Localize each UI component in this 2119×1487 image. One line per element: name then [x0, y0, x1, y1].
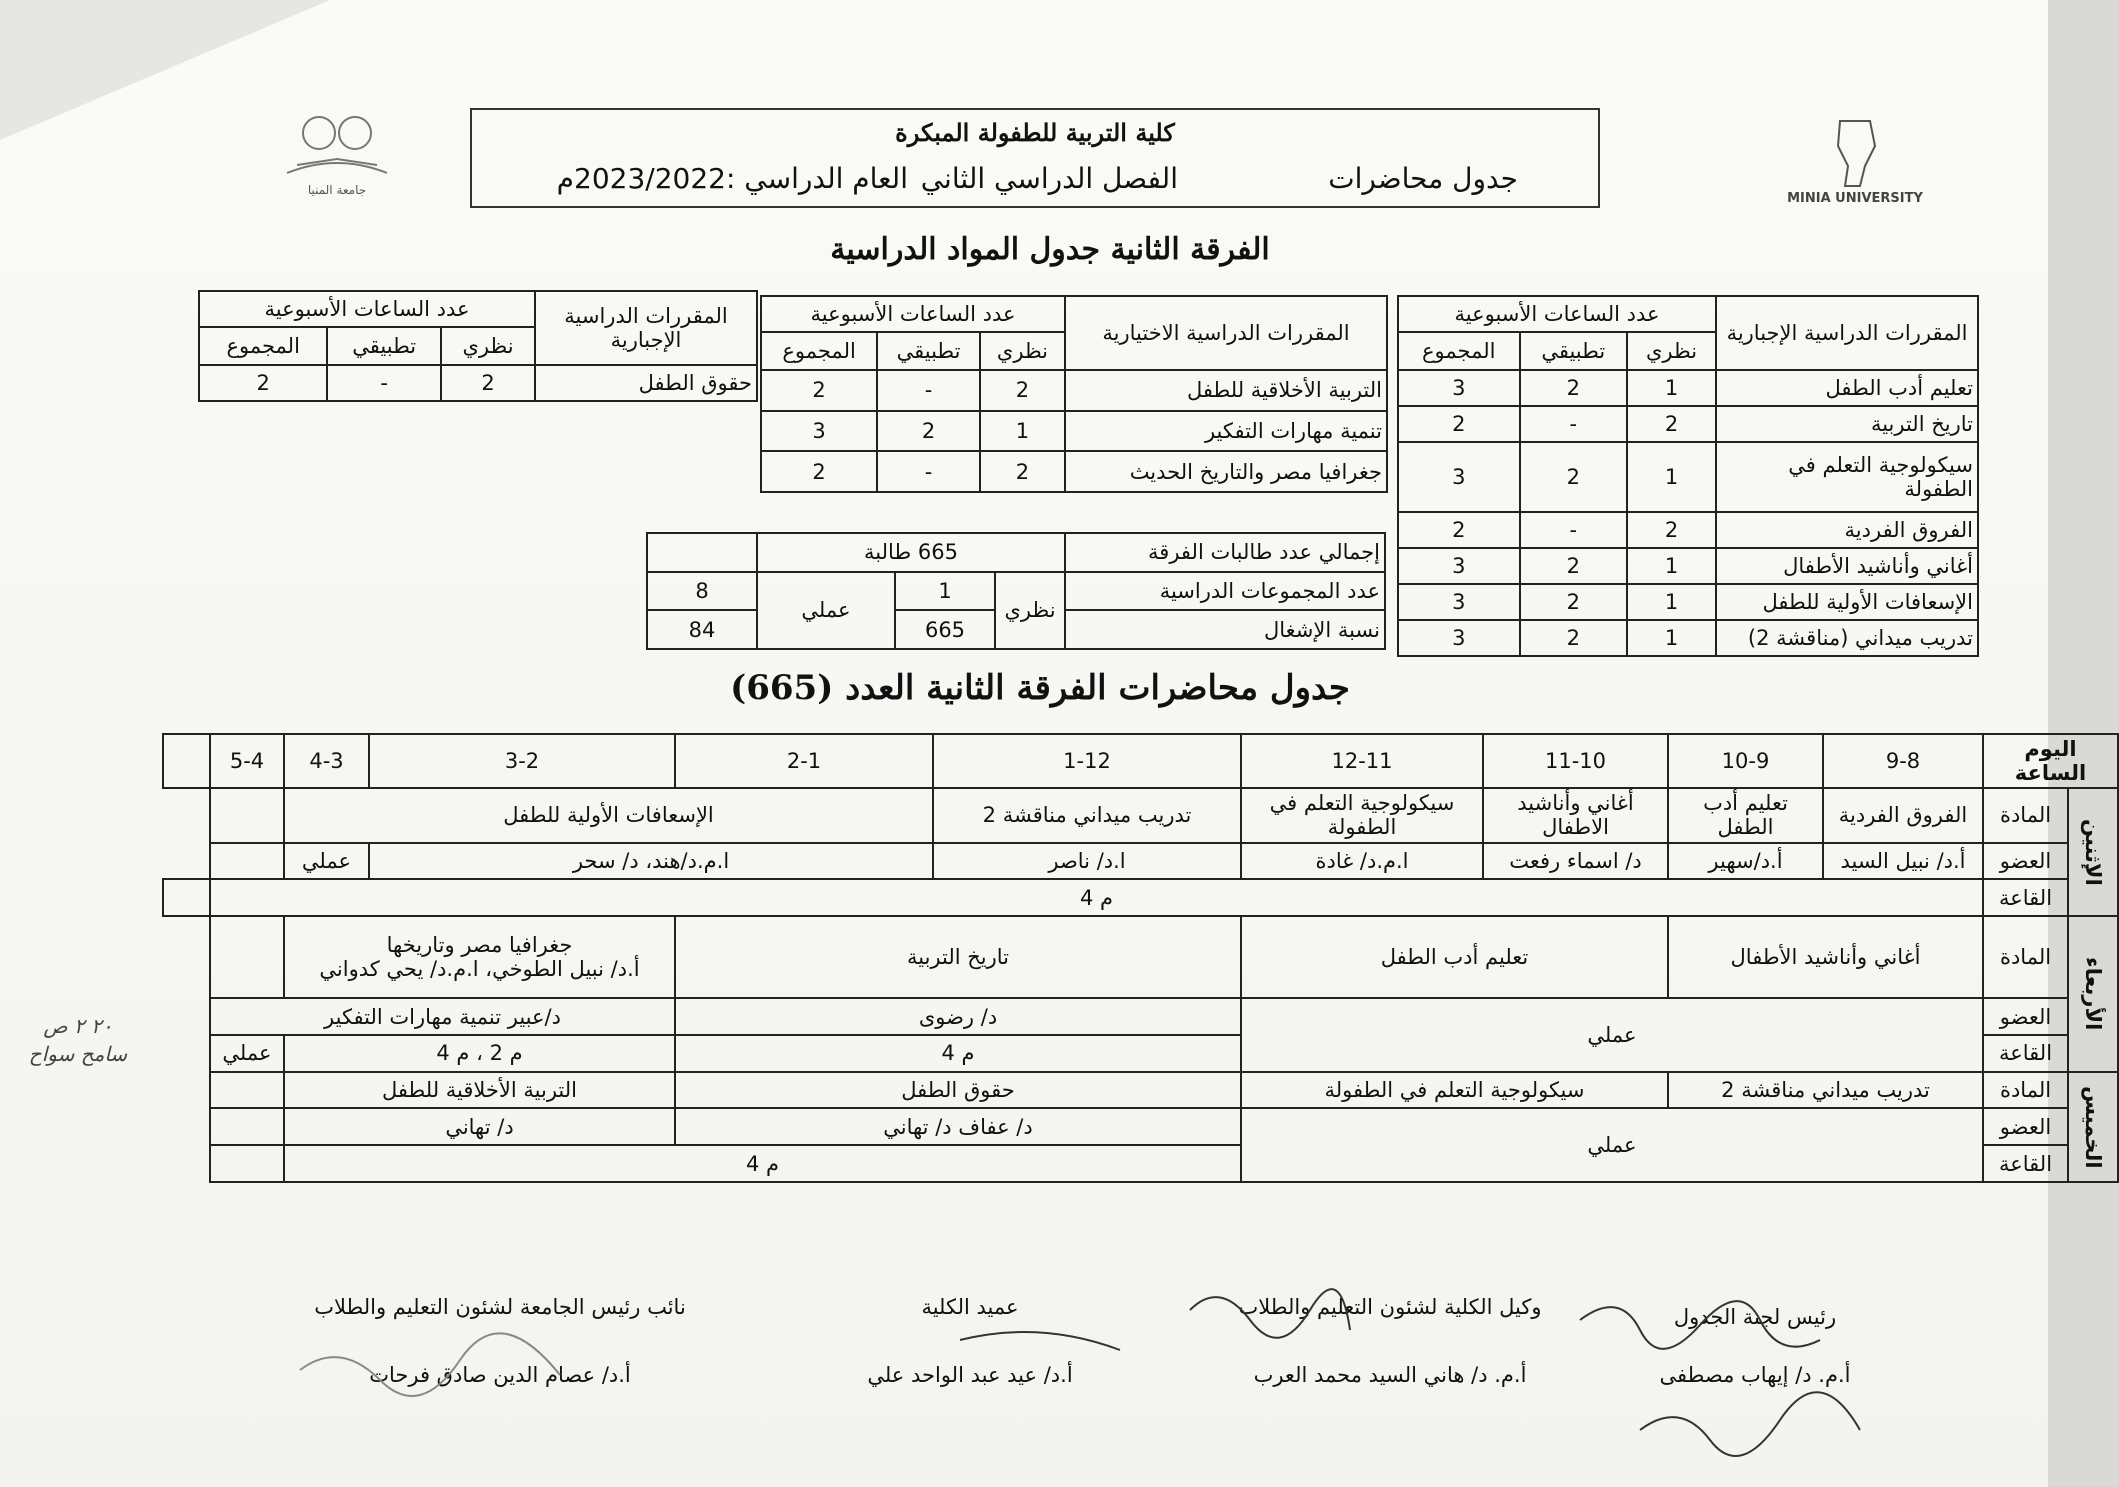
m2-col-practical-header: تطبيقي	[327, 327, 441, 365]
m2-col-theory-header: نظري	[441, 327, 535, 365]
table-row: تعليم أدب الطفل 1 2 3	[1398, 370, 1978, 406]
college-logo	[262, 92, 412, 207]
elective-col-practical-header: تطبيقي	[877, 332, 980, 370]
day-thursday: الخميس	[2068, 1072, 2118, 1182]
thursday-subject-row: الخميس المادة تدريب ميداني مناقشة 2 سيكولوجية التعلم في الطفولة حقوق الطفل التربية الأخلاقية للطفل	[163, 1072, 2118, 1109]
signature-vice-president: نائب رئيس الجامعة لشئون التعليم والطلاب أ.د/ عصام الدين صادق فرحات	[314, 1295, 686, 1387]
total-students-value: 665 طالبة	[757, 533, 1065, 572]
table-row: تنمية مهارات التفكير 1 2 3	[761, 411, 1387, 452]
groups-label: عدد المجموعات الدراسية	[1065, 572, 1385, 611]
table-row: التربية الأخلاقية للطفل 2 - 2	[761, 370, 1387, 411]
time-slot: 5-4	[210, 734, 284, 788]
table-row: حقوق الطفل 2 - 2	[199, 365, 757, 401]
time-slot: 4-3	[284, 734, 369, 788]
schedule-title: جدول محاضرات الفرقة الثانية العدد (665)	[730, 668, 1350, 708]
occupancy-label: نسبة الإشغال	[1065, 610, 1385, 649]
col-practical-header: تطبيقي	[1520, 332, 1628, 370]
theory-label: نظري	[995, 572, 1065, 649]
time-slot: 10-9	[1668, 734, 1823, 788]
schedule-label: جدول محاضرات	[1328, 162, 1518, 195]
elective-col-theory-header: نظري	[980, 332, 1065, 370]
practical-groups: 8	[647, 572, 757, 611]
thursday-hall-row: القاعة م 4	[163, 1145, 2118, 1182]
theory-occupancy: 665	[895, 610, 995, 649]
m2-col-total-header: المجموع	[199, 327, 327, 365]
handwritten-signature-marks	[260, 1280, 2010, 1470]
table-row: تاريخ التربية 2 - 2	[1398, 406, 1978, 442]
practical-label: عملي	[757, 572, 895, 649]
elective-courses-table	[760, 295, 1388, 493]
m2-col-course-header: المقررات الدراسية الإجبارية	[535, 291, 757, 365]
semester: الفصل الدراسي الثاني	[920, 162, 1178, 195]
time-slot: 12-11	[1241, 734, 1483, 788]
time-slot: 1-12	[933, 734, 1241, 788]
thursday-member-row: العضو عملي د/ عفاف د/ تهاني د/ تهاني	[163, 1108, 2118, 1145]
margin-note: ٢٠ ٢ ص سامح سواح	[28, 1014, 128, 1066]
thursday-practical: عملي	[1241, 1108, 1983, 1182]
signature-committee: رئيس لجنة الجدول أ.م. د/ إيهاب مصطفى	[1659, 1305, 1851, 1387]
academic-year: العام الدراسي :2023/2022م	[556, 162, 908, 195]
table-row: جغرافيا مصر والتاريخ الحديث 2 - 2	[761, 451, 1387, 492]
time-header-row	[163, 734, 2118, 788]
day-wednesday: الأربعاء	[2068, 916, 2118, 1072]
wednesday-member-row: العضو عملي د/ رضوى د/عبير تنمية مهارات التفكير	[163, 998, 2118, 1035]
time-slot: 2-1	[675, 734, 933, 788]
wednesday-subject-row: الأربعاء المادة أغاني وأناشيد الأطفال تعليم أدب الطفل تاريخ التربية جغرافيا مصر وتاريخها أ.د/ نبيل الطوخي، ا.م.د/ يحي كدواني	[163, 916, 2118, 998]
weekly-schedule-table	[162, 733, 2119, 1183]
wednesday-practical: عملي	[1241, 998, 1983, 1071]
courses-title: الفرقة الثانية جدول المواد الدراسية	[830, 232, 1270, 267]
elective-col-course-header: المقررات الدراسية الاختيارية	[1065, 296, 1387, 370]
signature-dean: عميد الكلية أ.د/ عيد عبد الواحد علي	[867, 1295, 1073, 1387]
mandatory-courses-table-2	[198, 290, 758, 402]
monday-member-row: العضو أ.د/ نبيل السيد أ.د/سهير د/ اسماء رفعت ا.م.د/ غادة ا.د/ ناصر ا.م.د/هند، د/ سحر عملي	[163, 843, 2118, 880]
time-slot: 3-2	[369, 734, 675, 788]
time-slot: 11-10	[1483, 734, 1668, 788]
m2-col-hours-header: عدد الساعات الأسبوعية	[199, 291, 535, 327]
total-students-label: إجمالي عدد طالبات الفرقة	[1065, 533, 1385, 572]
university-logo-text: MINIA UNIVERSITY	[1787, 190, 1923, 206]
theory-groups: 1	[895, 572, 995, 611]
table-row: أغاني وأناشيد الأطفال 1 2 3	[1398, 548, 1978, 584]
day-monday: الإثنين	[2068, 788, 2118, 916]
college-logo-text: جامعة المنيا	[307, 182, 367, 197]
time-slot: 9-8	[1823, 734, 1983, 788]
col-total-header: المجموع	[1398, 332, 1520, 370]
mandatory-courses-table	[1397, 295, 1979, 657]
col-hours-header: عدد الساعات الأسبوعية	[1398, 296, 1716, 332]
table-row: سيكولوجية التعلم في الطفولة 1 2 3	[1398, 442, 1978, 511]
header-box	[470, 108, 1600, 208]
university-logo	[1780, 98, 1930, 218]
college-name: كلية التربية للطفولة المبكرة	[895, 118, 1175, 147]
signature-vice-dean: وكيل الكلية لشئون التعليم والطلاب أ.م. د/ هاني السيد محمد العرب	[1238, 1295, 1542, 1387]
table-row: الإسعافات الأولية للطفل 1 2 3	[1398, 584, 1978, 620]
elective-col-total-header: المجموع	[761, 332, 877, 370]
elective-col-hours-header: عدد الساعات الأسبوعية	[761, 296, 1065, 332]
stats-table	[646, 532, 1386, 650]
col-theory-header: نظري	[1627, 332, 1716, 370]
monday-subject-row: الإثنين المادة الفروق الفردية تعليم أدب الطفل أغاني وأناشيد الاطفال سيكولوجية التعلم في الطفولة تدريب ميداني مناقشة 2 الإسعافات الأولية للطفل	[163, 788, 2118, 842]
children-book-icon	[277, 103, 397, 183]
monday-hall-row: القاعة م 4	[163, 879, 2118, 916]
wednesday-hall-row: القاعة م 4 م 2 ، م 4 عملي	[163, 1035, 2118, 1072]
monday-hall: م 4	[210, 879, 1983, 916]
col-course-header: المقررات الدراسية الإجبارية	[1716, 296, 1978, 370]
thursday-hall: م 4	[284, 1145, 1241, 1182]
table-row: تدريب ميداني (مناقشة 2) 1 2 3	[1398, 620, 1978, 656]
practical-occupancy: 84	[647, 610, 757, 649]
geography-cell: جغرافيا مصر وتاريخها أ.د/ نبيل الطوخي، ا.م.د/ يحي كدواني	[284, 916, 675, 998]
table-row: الفروق الفردية 2 - 2	[1398, 512, 1978, 548]
corner-cell: اليوم الساعة	[1983, 734, 2118, 788]
nefertiti-icon	[1820, 111, 1890, 191]
